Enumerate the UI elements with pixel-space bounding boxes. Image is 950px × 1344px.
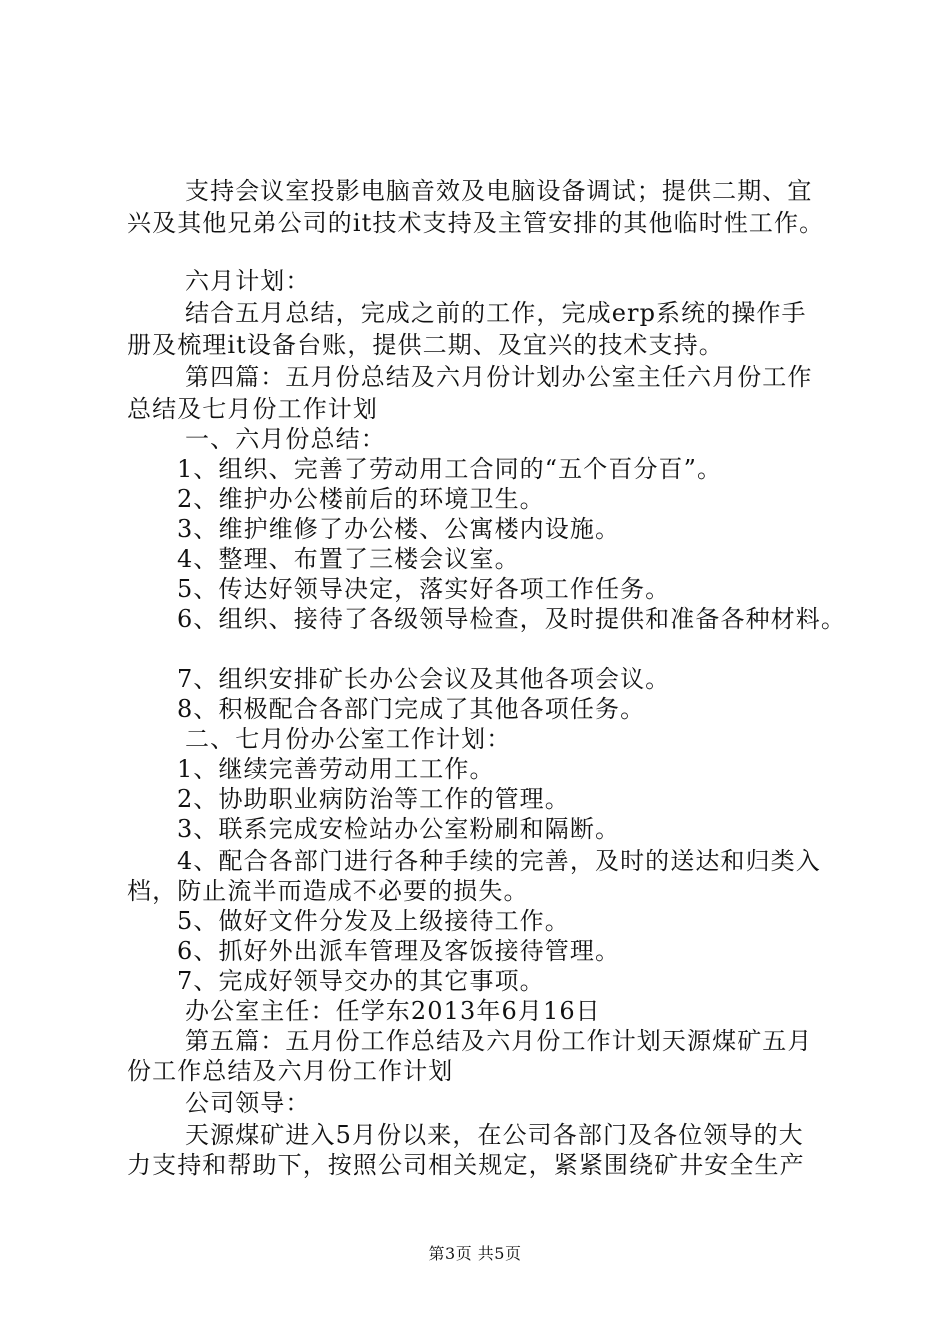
list-item: 5、传达好领导决定，落实好各项工作任务。	[177, 575, 671, 603]
section-heading: 第五篇：五月份工作总结及六月份工作计划天源煤矿五月	[185, 1027, 813, 1055]
page-footer: 第3页 共5页	[428, 1244, 522, 1263]
list-item-continuation: 档，防止流半而造成不必要的损失。	[127, 877, 529, 905]
list-item: 1、组织、完善了劳动用工合同的“五个百分百”。	[177, 455, 723, 483]
section-heading: 六月计划：	[185, 267, 311, 295]
text-line: 册及梳理it设备台账，提供二期、及宜兴的技术支持。	[127, 331, 724, 359]
signature-line: 办公室主任：任学东2013年6月16日	[185, 997, 601, 1025]
list-heading: 一、六月份总结：	[185, 425, 386, 453]
text-line: 力支持和帮助下，按照公司相关规定，紧紧围绕矿井安全生产	[127, 1151, 805, 1179]
text-line: 结合五月总结，完成之前的工作，完成erp系统的操作手	[185, 299, 807, 327]
section-heading: 份工作总结及六月份工作计划	[127, 1057, 454, 1085]
list-item: 5、做好文件分发及上级接待工作。	[177, 907, 570, 935]
list-item: 3、维护维修了办公楼、公寓楼内设施。	[177, 515, 621, 543]
list-item: 2、维护办公楼前后的环境卫生。	[177, 485, 545, 513]
list-item: 2、协助职业病防治等工作的管理。	[177, 785, 570, 813]
list-item: 4、配合各部门进行各种手续的完善，及时的送达和归类入	[177, 847, 821, 875]
text-line: 支持会议室投影电脑音效及电脑设备调试；提供二期、宜	[185, 177, 813, 205]
list-heading: 二、七月份办公室工作计划：	[185, 725, 512, 753]
text-line: 兴及其他兄弟公司的it技术支持及主管安排的其他临时性工作。	[127, 209, 825, 237]
list-item: 6、抓好外出派车管理及客饭接待管理。	[177, 937, 621, 965]
section-heading: 总结及七月份工作计划	[127, 395, 378, 423]
list-item: 7、组织安排矿长办公会议及其他各项会议。	[177, 665, 671, 693]
salutation: 公司领导：	[185, 1089, 311, 1117]
list-item: 6、组织、接待了各级领导检查，及时提供和准备各种材料。	[177, 605, 846, 633]
list-item: 3、联系完成安检站办公室粉刷和隔断。	[177, 815, 621, 843]
list-item: 7、完成好领导交办的其它事项。	[177, 967, 545, 995]
text-line: 天源煤矿进入5月份以来，在公司各部门及各位领导的大	[185, 1121, 804, 1149]
section-heading: 第四篇：五月份总结及六月份计划办公室主任六月份工作	[185, 363, 813, 391]
list-item: 1、继续完善劳动用工工作。	[177, 755, 495, 783]
list-item: 4、整理、布置了三楼会议室。	[177, 545, 520, 573]
list-item: 8、积极配合各部门完成了其他各项任务。	[177, 695, 646, 723]
